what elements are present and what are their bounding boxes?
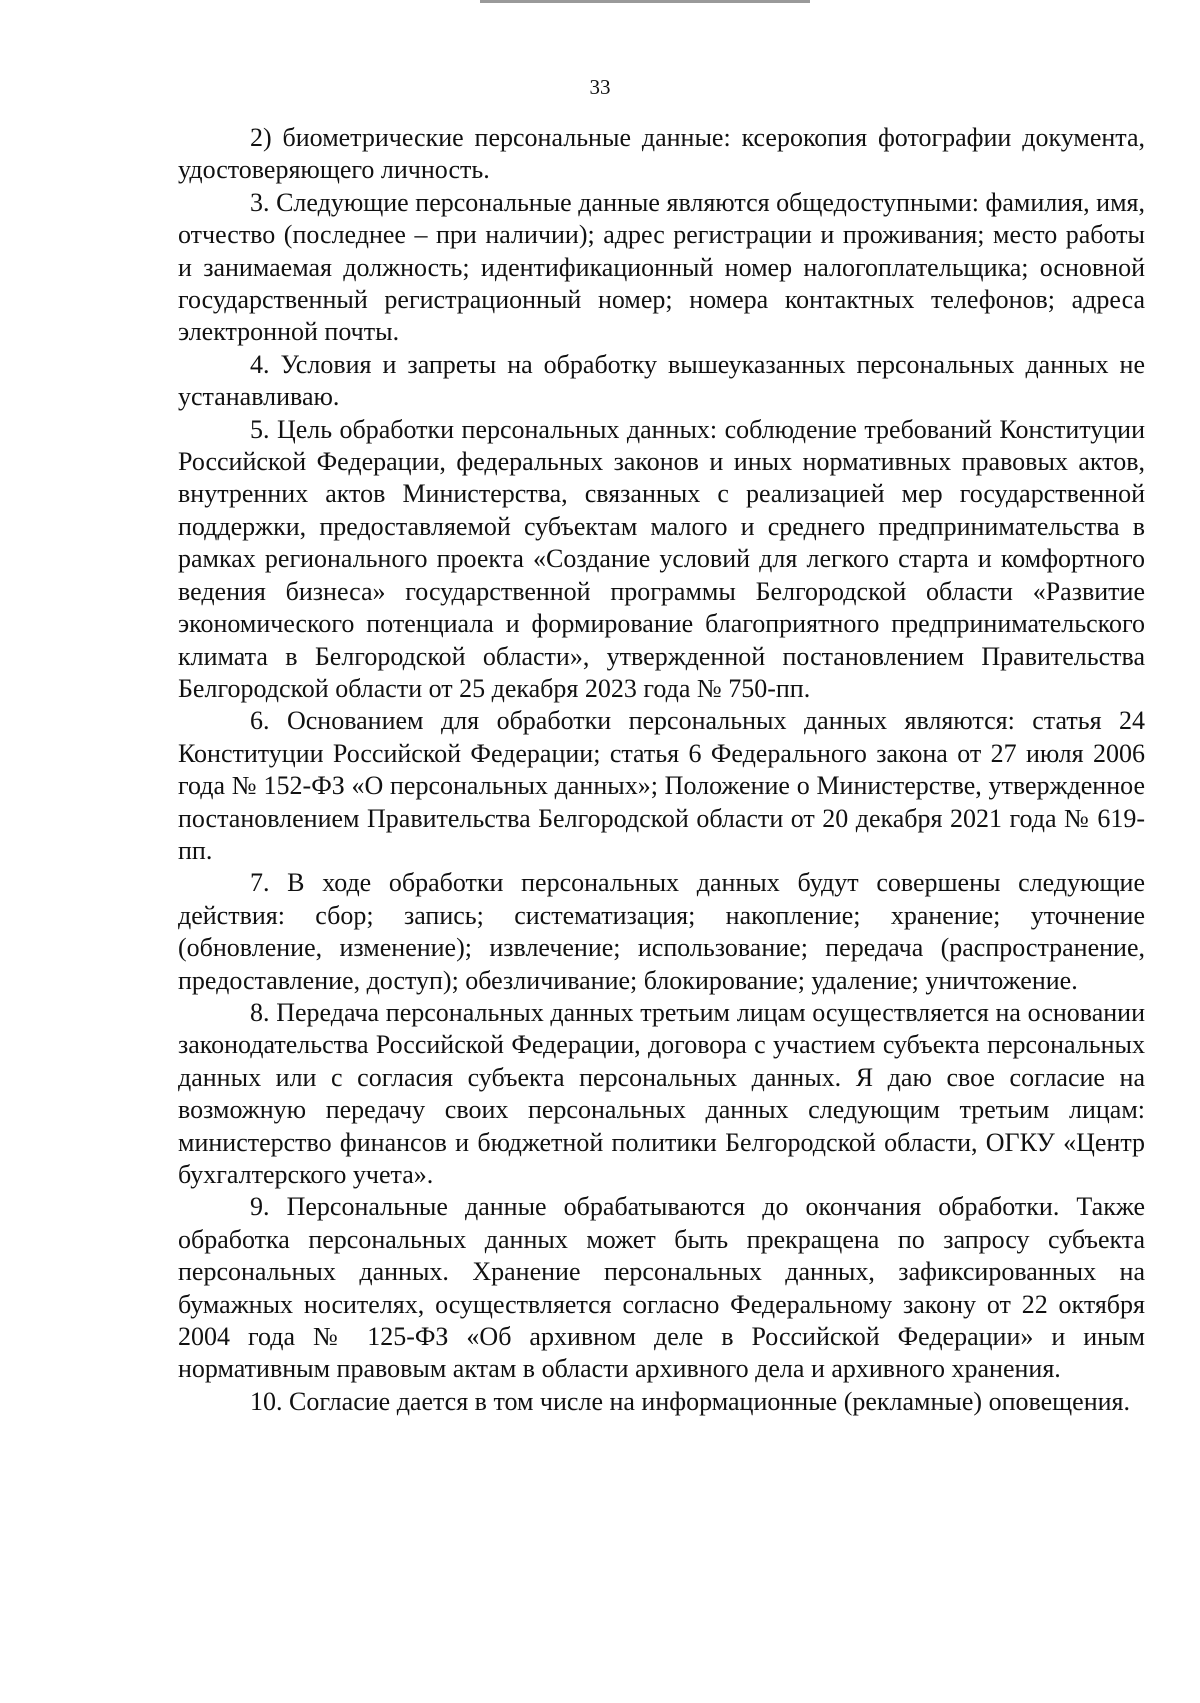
paragraph-item-2: 2) биометрические персональные данные: ксерокопия фотографии документа, удостоверяющего личность. [178,123,1145,185]
page-number: 33 [589,75,611,99]
paragraph-item-9: 9. Персональные данные обрабатываются до окончания обработки. Также обработка персональных данных может быть прекращена по запросу субъекта персональных данных. Хранение персональных данных, зафиксированных на бумажных носителях, осуществляется согласно Федеральному закону от 22 октября 2004 года № 125-ФЗ «Об архивном деле в Российской Федерации» и иным нормативным правовым актам в области архивного дела и архивного хранения. [178,1192,1145,1384]
paragraph-item-3: 3. Следующие персональные данные являются общедоступными: фамилия, имя, отчество (последнее – при наличии); адрес регистрации и проживания; место работы и занимаемая должность; идентификационный номер налогоплательщика; основной государственный регистрационный номер; номера контактных телефонов; адреса электронной почты. [178,187,1145,347]
paragraph-item-10: 10. Согласие дается в том числе на информационные (рекламные) оповещения. [250,1386,1131,1416]
paragraph-item-6: 6. Основанием для обработки персональных данных являются: статья 24 Конституции Российской Федерации; статья 6 Федерального закона от 27 июля 2006 года № 152-ФЗ «О персональных данных»; Положение о Министерстве, утвержденное постановлением Правительства Белгородской области от 20 декабря 2021 года № 619-пп. [178,706,1145,865]
paragraph-item-7: 7. В ходе обработки персональных данных будут совершены следующие действия: сбор; запись; систематизация; накопление; хранение; уточнение (обновление, изменение); извлечение; использование; передача (распространение, предоставление, доступ); обезличивание; блокирование; удаление; уничтожение. [178,868,1145,995]
paragraph-item-5: 5. Цель обработки персональных данных: соблюдение требований Конституции Российской Федерации, федеральных законов и иных нормативных правовых актов, внутренних актов Министерства, связанных с реализацией мер государственной поддержки, предоставляемой субъектам малого и среднего предпринимательства в рамках регионального проекта «Создание условий для легкого старта и комфортного ведения бизнеса» государственной программы Белгородской области «Развитие экономического потенциала и формирование благоприятного предпринимательского климата в Белгородской области», утвержденной постановлением Правительства Белгородской области от 25 декабря 2023 года № 750-пп. [178,414,1145,703]
document-body [178,122,1145,1418]
top-edge-line [480,0,810,3]
paragraph-item-4: 4. Условия и запреты на обработку вышеуказанных персональных данных не устанавливаю. [178,349,1145,412]
paragraph-item-8: 8. Передача персональных данных третьим лицам осуществляется на основании законодательства Российской Федерации, договора с участием субъекта персональных данных или с согласия субъекта персональных данных. Я даю свое согласие на возможную передачу своих персональных данных следующим третьим лицам: министерство финансов и бюджетной политики Белгородской области, ОГКУ «Центр бухгалтерского учета». [178,997,1145,1189]
